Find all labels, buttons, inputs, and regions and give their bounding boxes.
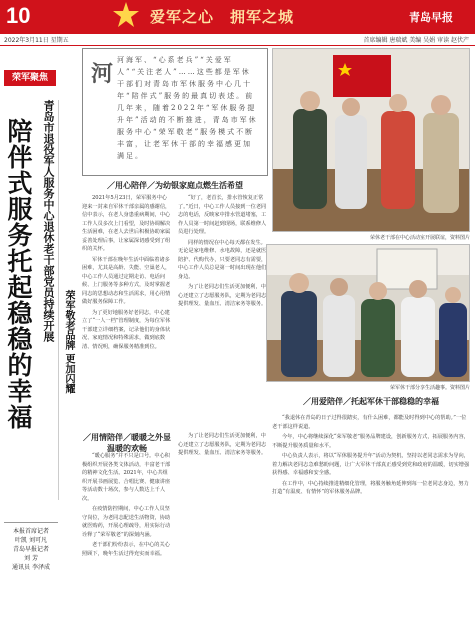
photo-group-visit-image [267, 245, 470, 382]
credit-line: 青岛早报记者 [12, 546, 49, 553]
paragraph: 同样的情况在中心每天都在发生。无论是家电维修、水电故障，还是就医陪护、代购代办，只要老同志有需要，中心工作人员总是第一时间出现在他们身边。 [178, 239, 267, 280]
article-column-3 [178, 194, 268, 426]
page-header [0, 0, 475, 34]
paragraph: “暖心服务”并不只是口号。中心积极组织开展各类文体活动，丰富老干部的精神文化生活。2021年，中心共组织开展书画展览、合唱比赛、健康讲座等活动数十场次，参与人数达上千人次。 [82, 453, 171, 502]
paragraph: 为了让老同志们生活更加便利，中心还建立了志愿服务队，定期为老同志提供理发、量血压、清洁家务等服务。 [178, 433, 267, 456]
paragraph: 今年，中心将继续深化“荣军敬老”服务品牌建设，创新服务方式，拓展服务内容，不断提升服务质量和水平。 [272, 434, 469, 449]
article-column-4 [272, 414, 470, 616]
paragraph: 为了让老同志们生活更加便利，中心还建立了志愿服务队，定期为老同志提供理发、量血压、清洁家务等服务。 [178, 284, 267, 307]
paragraph: 在工作中，中心持续推进精细化管理，将服务触角延伸到每一位老同志身边，努力打造“有温度、有情怀”的军休服务品牌。 [272, 480, 469, 495]
page-number: 10 [6, 3, 31, 28]
header-title: 爱军之心 拥军之城 [150, 8, 295, 26]
headline-deck-text: 荣军敬老品牌 [63, 290, 74, 350]
paragraph: 老干部们纷纷表示，在中心的关心照顾下，晚年生活过得充实而幸福。 [82, 542, 170, 557]
editor-credits: 首席编辑 唐瑞斌 美编 吴娟 审读 赵伏产 [363, 37, 469, 44]
paragraph: “好了，老首长，排水管恢复正常了。”近日，中心工作人员接到一位老同志的电话，反映家中排水管道堵塞，工作人员第一时间赶到现场，联系维修人员进行处理。 [178, 195, 267, 235]
intro-initial: 河 [91, 62, 116, 87]
reporter-credits [4, 522, 58, 572]
paragraph: 2021年5月23日，荣军服务中心迎来一封来自军休干部亲属的感谢信，信中表示，在老人身患重病期间，中心工作人员多次上门看望，及时协调解决生活困难，在老人去世后积极协助家属妥善处理后事，让家属深切感受到了组织的关怀。 [82, 195, 171, 252]
section-heading-3: ／用爱陪伴／托起军休干部稳稳的幸福 [303, 397, 439, 406]
credit-line: 刘 芳 [24, 555, 38, 562]
paragraph: “我退休在青岛的日子过得很踏实，有什么困难，都能及时得到中心的帮助。”一位老干部这样说道。 [272, 415, 467, 430]
section-heading-1: ／用心陪伴／为幼银家庭点燃生活希望 [107, 181, 243, 190]
article-column-1 [82, 194, 172, 426]
intro-box [82, 48, 268, 176]
photo-flag-ceremony-image [273, 49, 470, 232]
headline-main: 陪伴式服务托起稳稳的幸福 [4, 118, 33, 430]
credit-line: 本报首席记者 [12, 528, 49, 535]
photo-group-visit [266, 244, 470, 382]
article-column-2 [82, 452, 172, 616]
article-column-3b [178, 432, 268, 616]
headline-deck-tail: 更加闪耀 [63, 353, 74, 394]
column-divider [58, 100, 59, 500]
photo1-caption: 荣休老干部在中心活动室开展联谊，资料图片 [369, 235, 470, 241]
paragraph: 为了更好地服务好老同志，中心建立了“一人一档”管理制度，为每位军休干部建立详细档案，记录他们的身体状况、家庭情况和特殊需求，做到底数清、情况明，确保服务精准到位。 [82, 309, 171, 350]
issue-date: 2022年3月11日 星期五 [4, 37, 69, 44]
intro-text: 河海军、“心系老兵”“关爱军人”“关注老人”……这些都是军休干部们对青岛市军休服务中心几十年“陪伴式”服务的最真切表述。前几年来，随着2022年“军休服务提升年”活动的不断推进，青岛市军休服务中心“荣军敬老”服务模式不断丰富，让老军休干部的幸福感更加满足。 [117, 56, 258, 160]
paragraph: 中心负责人表示，将以“军休服务提升年”活动为契机，坚持以老同志需求为导向，着力解决老同志急难愁盼问题，让广大军休干部真正感受到党和政府的温暖，切实增强获得感、幸福感和安全感。 [272, 453, 470, 476]
photo2-caption: 荣军休干部分享生活趣事。资料图片 [389, 385, 470, 391]
photo-flag-ceremony [272, 48, 470, 232]
newspaper-brand: 青岛早报 [409, 11, 453, 24]
paragraph: 在疫情防控期间，中心工作人员坚守岗位，为老同志配送生活物资，协助就医购药，开展心理疏导，用实际行动诠释了“荣军敬老”的深刻内涵。 [82, 506, 171, 538]
headline-kicker: 青岛市退役军人服务中心退休老干部党员持续开展 [42, 100, 55, 342]
headline-deck [62, 290, 76, 393]
credit-line: 通讯员 李泽成 [12, 564, 50, 571]
star-emblem-icon [106, 1, 146, 31]
paragraph: 军休干部在晚年生活中面临着诸多困难，尤其是高龄、失能、空巢老人，中心工作人员通过定期走访、电话问候、上门服务等多种方式，及时掌握老同志的思想动态和生活需求，用心用情做好服务保障工作。 [82, 256, 171, 305]
credit-line: 叶凯 刘可凡 [15, 537, 47, 544]
section-heading-2: ／用情陪伴／暖暖之外显温暖的欢畅 [83, 433, 171, 453]
subheader [0, 34, 475, 44]
header-divider [0, 45, 475, 46]
section-tag: 荣军聚焦 [4, 70, 56, 86]
